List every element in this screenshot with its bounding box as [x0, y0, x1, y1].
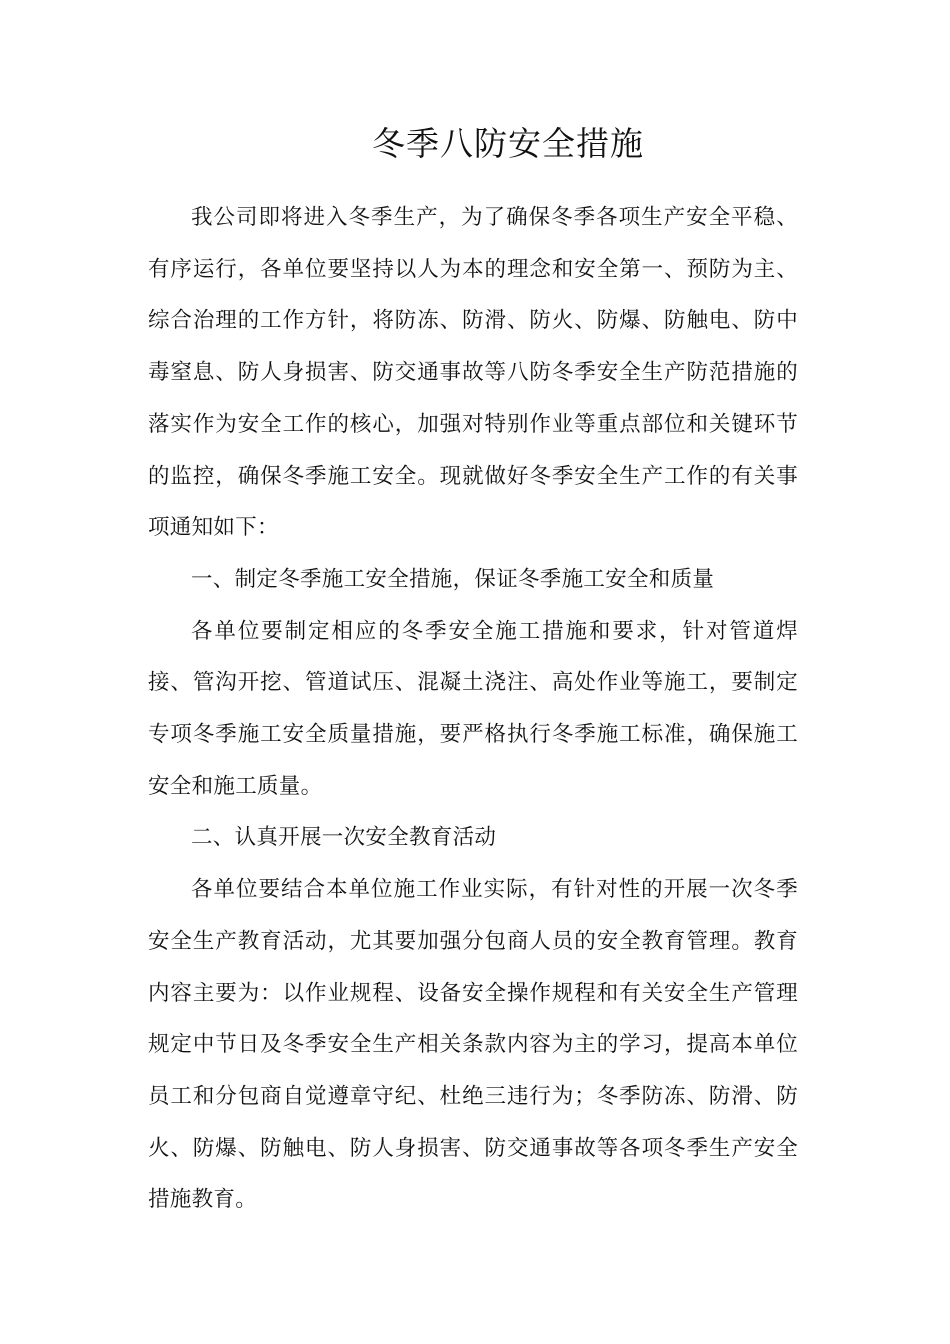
document-body: [148, 192, 798, 1226]
document-title: 冬季八防安全措施: [372, 124, 644, 163]
section-heading-2: 二、认真开展一次安全教育活动: [191, 825, 497, 851]
section-heading-1: 一、制定冬季施工安全措施，保证冬季施工安全和质量: [191, 566, 715, 592]
intro-paragraph: 我公司即将进入冬季生产，为了确保冬季各项生产安全平稳、有序运行，各单位要坚持以人为本的理念和安全第一、预防为主、综合治理的工作方针，将防冻、防滑、防火、防爆、防触电、防中毒窒息、防人身损害、防交通事故等八防冬季安全生产防范措施的落实作为安全工作的核心，加强对特别作业等重点部位和关键环节的监控，确保冬季施工安全。现就做好冬季安全生产工作的有关事项通知如下：: [148, 205, 798, 541]
section-2-paragraph: 各单位要结合本单位施工作业实际，有针对性的开展一次冬季安全生产教育活动，尤其要加强分包商人员的安全教育管理。教育内容主要为：以作业规程、设备安全操作规程和有关安全生产管理规定中节日及冬季安全生产相关条款内容为主的学习，提高本单位员工和分包商自觉遵章守纪、杜绝三违行为；冬季防冻、防滑、防火、防爆、防触电、防人身损害、防交通事故等各项冬季生产安全措施教育。: [148, 877, 798, 1213]
section-1-paragraph: 各单位要制定相应的冬季安全施工措施和要求，针对管道焊接、管沟开挖、管道试压、混凝土浇注、高处作业等施工，要制定专项冬季施工安全质量措施，要严格执行冬季施工标准，确保施工安全和施工质量。: [148, 618, 798, 799]
